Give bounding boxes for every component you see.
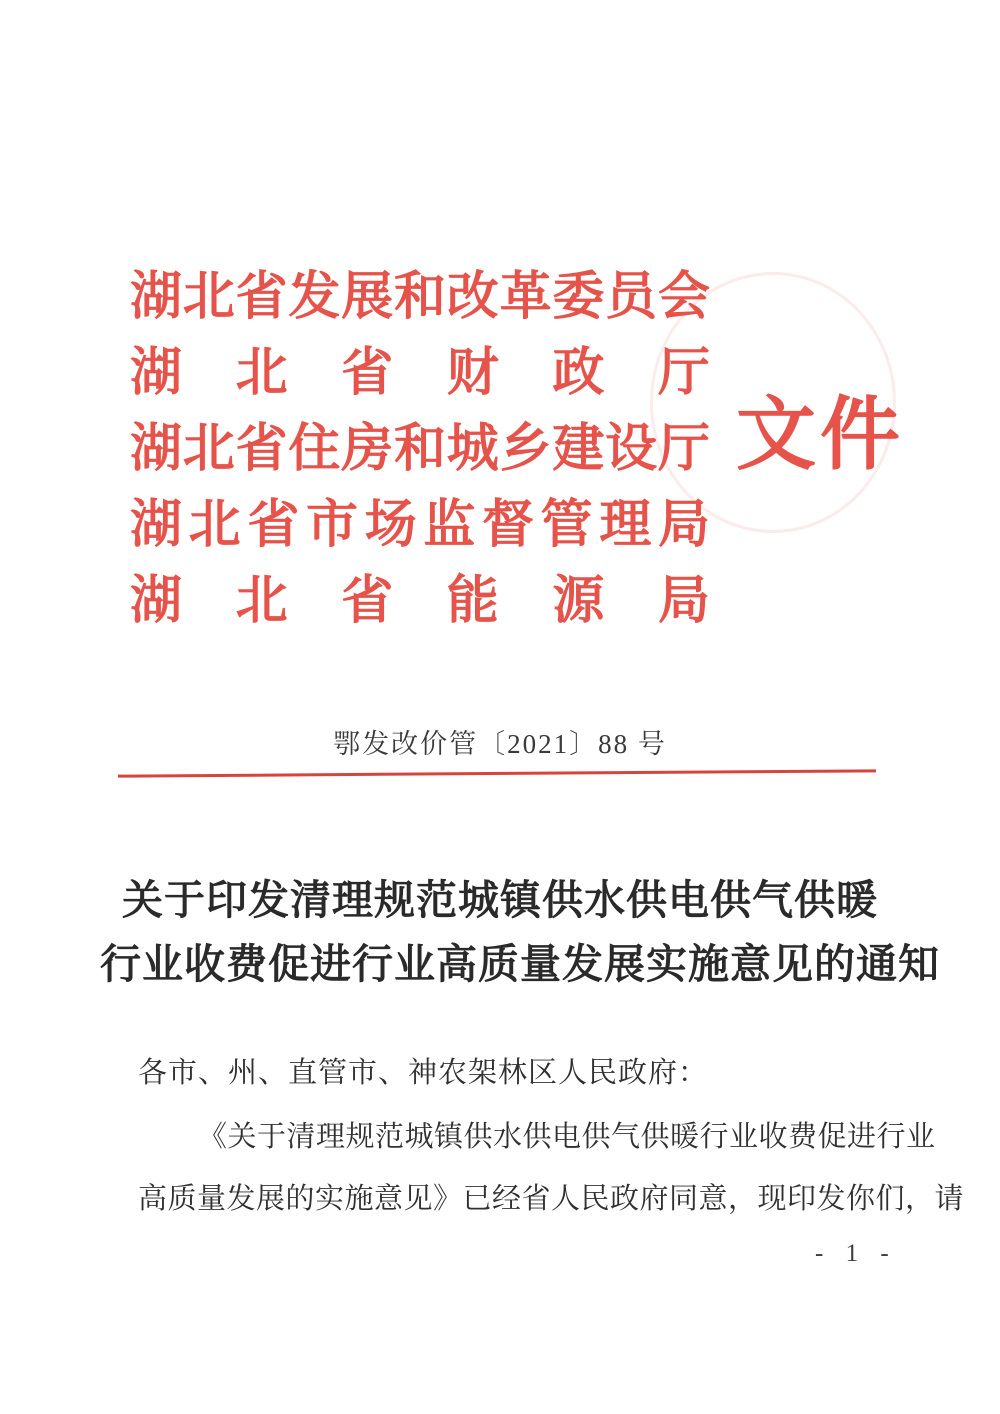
agency-name-fagaiwei: 湖北省发展和改革委员会	[130, 269, 710, 326]
body-paragraph-line-1: 《关于清理规范城镇供水供电供气供暖行业收费促进行业	[198, 1121, 936, 1153]
agency-name-nengyuanju: 湖北省能源局	[130, 573, 710, 630]
agency-name-caizhengting: 湖北省财政厅	[130, 345, 710, 402]
agency-name-shichangju: 湖北省市场监督管理局	[130, 497, 710, 554]
document-reference-number: 鄂发改价管〔2021〕88 号	[333, 729, 667, 759]
document-title	[100, 868, 940, 996]
title-line-2: 行业收费促进行业高质量发展实施意见的通知	[100, 941, 940, 987]
doc-type-label: 文件	[736, 392, 904, 480]
title-line-1: 关于印发清理规范城镇供水供电供气供暖	[122, 877, 878, 923]
salutation: 各市、州、直管市、神农架林区人民政府：	[138, 1057, 709, 1089]
letterhead	[130, 260, 710, 640]
page-number: - 1 -	[815, 1240, 897, 1267]
body-paragraph-line-2: 高质量发展的实施意见》已经省人民政府同意，现印发你们，请	[138, 1183, 965, 1215]
red-divider-line	[118, 769, 876, 777]
agency-name-zhujianting: 湖北省住房和城乡建设厅	[130, 421, 710, 478]
